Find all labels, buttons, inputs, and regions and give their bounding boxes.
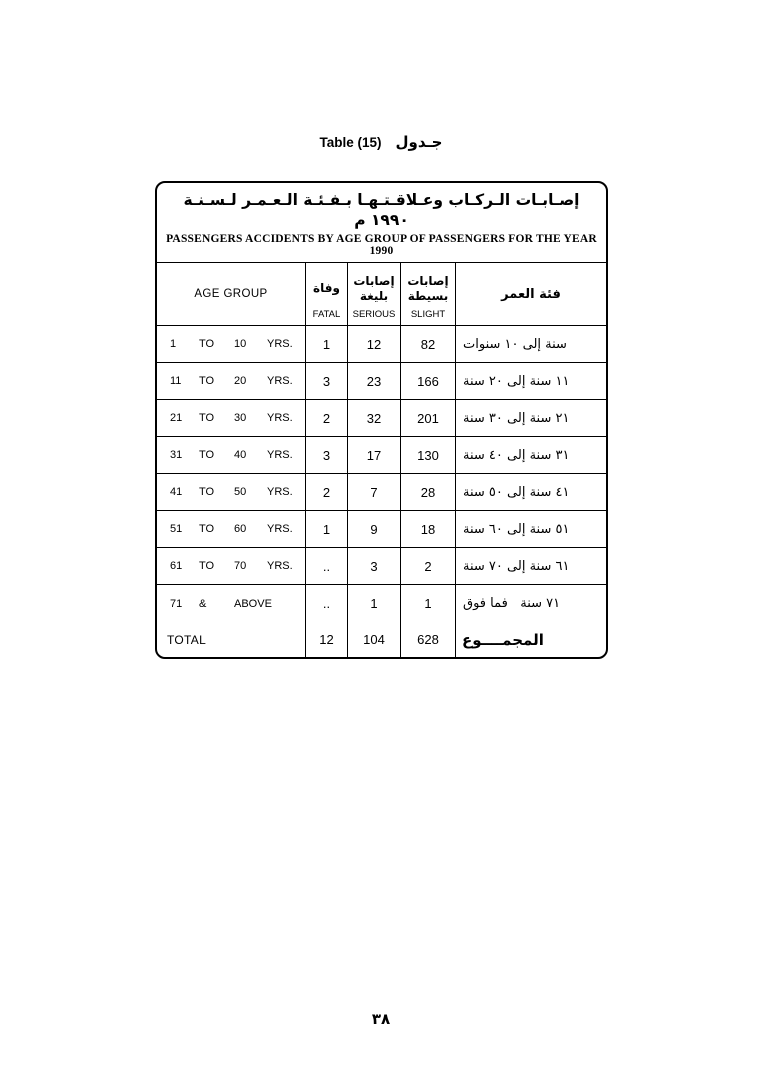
- page-title-english: Table (15): [319, 135, 382, 150]
- age-group-arabic-cell: [455, 474, 606, 510]
- table-row: [157, 474, 606, 511]
- age-group-cell: [157, 585, 305, 622]
- page-title-arabic: جـدول: [395, 133, 443, 151]
- age-to-value: 40: [234, 449, 247, 462]
- age-group-arabic-cell: [455, 363, 606, 399]
- age-to-word: TO: [199, 523, 215, 536]
- slight-count-cell: 28: [400, 474, 455, 510]
- age-group-arabic-cell: [455, 400, 606, 436]
- col-header-serious: [347, 263, 400, 325]
- age-group-arabic-text: ١١ سنة إلى ٢٠ سنة: [463, 373, 570, 389]
- fatal-count-cell: 1: [305, 511, 347, 547]
- serious-count-cell: 12: [347, 326, 400, 362]
- fatal-arabic-label-wrap: [313, 267, 340, 310]
- total-fatal-cell: 12: [305, 622, 347, 657]
- age-group-arabic-cell: [455, 548, 606, 584]
- age-to-value: 50: [234, 486, 247, 499]
- age-group-arabic-cell: [455, 437, 606, 473]
- total-slight-cell: 628: [400, 622, 455, 657]
- total-arabic-cell: [455, 622, 606, 657]
- age-to-value: 10: [234, 338, 247, 351]
- age-to-value: 70: [234, 560, 247, 573]
- table-title-block: [157, 183, 606, 263]
- table-title-arabic: إصـابـات الـركـاب وعـلاقـتـهـا بـفـئـة الـعـمـر لـسـنـة ١٩٩٠ م: [183, 191, 580, 230]
- column-header-row: [157, 263, 606, 326]
- age-from-value: 1: [170, 338, 177, 351]
- serious-arabic-label-2: بليغة: [359, 288, 389, 303]
- col-header-age-arabic: فئة العمر: [455, 263, 606, 325]
- age-unit-label: YRS.: [267, 338, 293, 351]
- table-body: [157, 326, 606, 622]
- page-title: [0, 133, 762, 151]
- age-group-arabic-text: ٦١ سنة إلى ٧٠ سنة: [463, 558, 570, 574]
- serious-count-cell: 7: [347, 474, 400, 510]
- age-group-arabic-text: ٥١ سنة إلى ٦٠ سنة: [463, 521, 570, 537]
- age-group-cell: [157, 548, 305, 584]
- age-group-arabic-text: ٢١ سنة إلى ٣٠ سنة: [463, 410, 570, 426]
- fatal-count-cell: 1: [305, 326, 347, 362]
- table-row: [157, 326, 606, 363]
- age-group-cell: [157, 363, 305, 399]
- table-row: [157, 363, 606, 400]
- serious-count-cell: 1: [347, 585, 400, 622]
- fatal-count-cell: 2: [305, 474, 347, 510]
- age-from-value: 51: [170, 523, 183, 536]
- fatal-english-label: FATAL: [312, 308, 341, 320]
- age-from-value: 41: [170, 486, 183, 499]
- serious-count-cell: 3: [347, 548, 400, 584]
- serious-count-cell: 23: [347, 363, 400, 399]
- age-group-arabic-text: ٣١ سنة إلى ٤٠ سنة: [463, 447, 570, 463]
- col-header-fatal: [305, 263, 347, 325]
- accidents-table: [155, 181, 608, 659]
- age-to-word: TO: [199, 338, 215, 351]
- age-to-value: 60: [234, 523, 247, 536]
- fatal-arabic-label: وفاة: [313, 281, 340, 296]
- slight-count-cell: 130: [400, 437, 455, 473]
- age-to-word: TO: [199, 375, 215, 388]
- table-row: [157, 548, 606, 585]
- col-header-age-group: AGE GROUP: [194, 288, 268, 301]
- age-to-value: ABOVE: [234, 597, 272, 610]
- age-group-cell: [157, 511, 305, 547]
- age-group-arabic-text: سنة إلى ١٠ سنوات: [463, 336, 567, 352]
- fatal-count-cell: 3: [305, 437, 347, 473]
- age-group-cell: [157, 326, 305, 362]
- slight-arabic-label-1: إصابات: [407, 274, 449, 289]
- age-group-cell: [157, 474, 305, 510]
- age-group-cell: [157, 437, 305, 473]
- serious-arabic-label-wrap: [353, 267, 394, 310]
- slight-count-cell: 166: [400, 363, 455, 399]
- fatal-count-cell: 2: [305, 400, 347, 436]
- fatal-count-cell: ..: [305, 548, 347, 584]
- serious-count-cell: 17: [347, 437, 400, 473]
- slight-arabic-label-2: بسيطة: [407, 288, 449, 303]
- fatal-count-cell: ..: [305, 585, 347, 622]
- fatal-count-cell: 3: [305, 363, 347, 399]
- slight-count-cell: 201: [400, 400, 455, 436]
- age-group-arabic-cell: [455, 585, 606, 622]
- age-from-value: 71: [170, 597, 183, 610]
- age-unit-label: YRS.: [267, 486, 293, 499]
- total-serious-cell: 104: [347, 622, 400, 657]
- age-to-value: 30: [234, 412, 247, 425]
- serious-english-label: SERIOUS: [352, 308, 396, 320]
- age-to-word: TO: [199, 412, 215, 425]
- slight-count-cell: 1: [400, 585, 455, 622]
- age-to-word: &: [199, 597, 207, 610]
- slight-english-label: SLIGHT: [410, 308, 446, 320]
- age-to-word: TO: [199, 486, 215, 499]
- age-group-arabic-cell: [455, 511, 606, 547]
- page-number: ٣٨: [371, 1010, 391, 1028]
- col-header-slight: [400, 263, 455, 325]
- age-group-arabic-text: ٤١ سنة إلى ٥٠ سنة: [463, 484, 570, 500]
- age-unit-label: YRS.: [267, 523, 293, 536]
- table-title-english: PASSENGERS ACCIDENTS BY AGE GROUP OF PASSENGERS FOR THE YEAR 1990: [166, 233, 597, 258]
- age-from-value: 31: [170, 449, 183, 462]
- age-group-cell: [157, 400, 305, 436]
- table-row: [157, 400, 606, 437]
- serious-count-cell: 9: [347, 511, 400, 547]
- age-to-value: 20: [234, 375, 247, 388]
- total-arabic-text: المجمــــوع: [462, 630, 544, 649]
- age-from-value: 21: [170, 412, 183, 425]
- age-to-word: TO: [199, 560, 215, 573]
- slight-count-cell: 2: [400, 548, 455, 584]
- age-unit-label: YRS.: [267, 412, 293, 425]
- age-to-word: TO: [199, 449, 215, 462]
- table-row: [157, 437, 606, 474]
- age-unit-label: YRS.: [267, 560, 293, 573]
- serious-arabic-label-1: إصابات: [353, 274, 395, 289]
- age-group-arabic-text: ٧١ سنة فما فوق: [463, 596, 561, 612]
- age-unit-label: YRS.: [267, 449, 293, 462]
- total-label-cell: TOTAL: [167, 632, 207, 647]
- age-from-value: 61: [170, 560, 183, 573]
- age-group-arabic-cell: [455, 326, 606, 362]
- age-from-value: 11: [170, 375, 182, 388]
- table-row: [157, 511, 606, 548]
- slight-arabic-label-wrap: [407, 267, 448, 310]
- age-unit-label: YRS.: [267, 375, 293, 388]
- table-row: [157, 585, 606, 622]
- slight-count-cell: 82: [400, 326, 455, 362]
- serious-count-cell: 32: [347, 400, 400, 436]
- total-row: [157, 622, 606, 657]
- slight-count-cell: 18: [400, 511, 455, 547]
